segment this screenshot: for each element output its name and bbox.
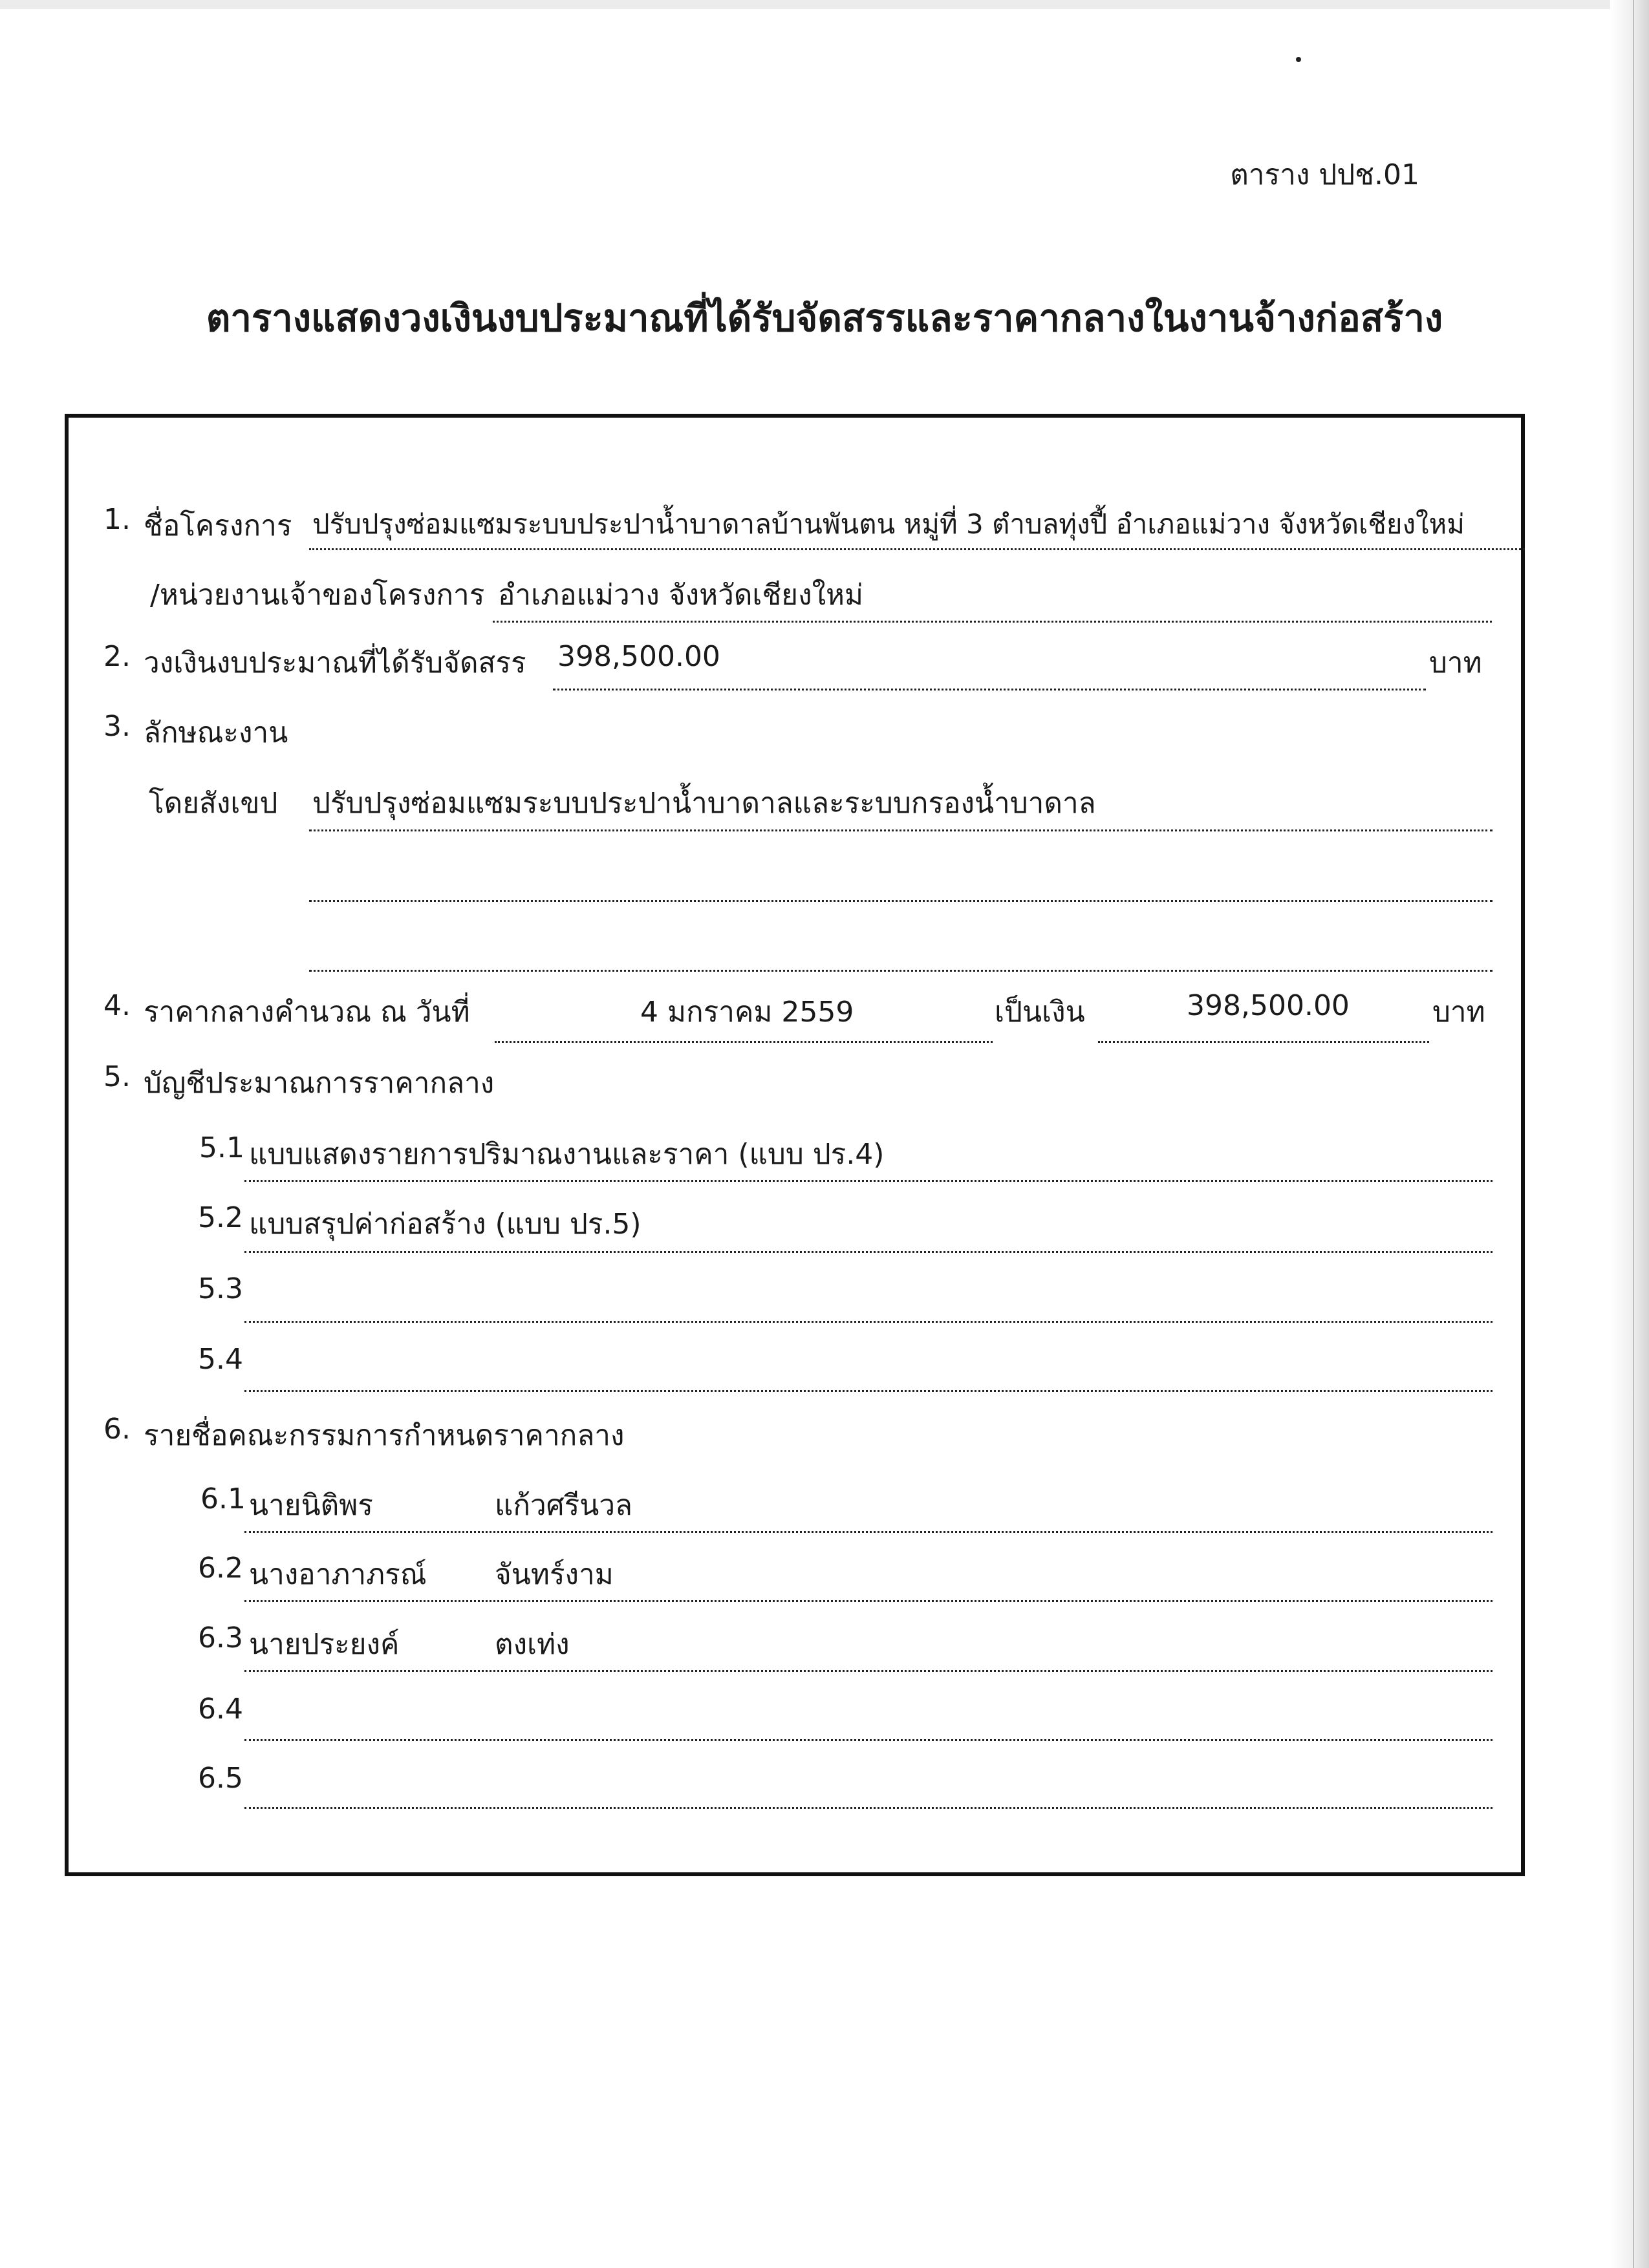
- committee-member-name: นายประยงค์: [249, 1628, 400, 1661]
- committee-member-no: 6.2: [198, 1552, 243, 1585]
- owner-agency-line: [493, 621, 1492, 623]
- reference-price-label: ราคากลางคำนวณ ณ วันที่: [144, 996, 470, 1029]
- estimate-line-text: แบบแสดงรายการปริมาณงานและราคา (แบบ ปร.4): [249, 1138, 885, 1171]
- committee-member-line: [244, 1807, 1493, 1809]
- reference-date-line: [495, 1041, 993, 1043]
- amount-label: เป็นเงิน: [995, 996, 1085, 1029]
- committee-label: รายชื่อคณะกรรมการกำหนดราคากลาง: [144, 1419, 625, 1452]
- item5-number: 5.: [103, 1060, 131, 1093]
- budget-unit: บาท: [1429, 647, 1482, 679]
- estimate-line-text: แบบสรุปค่าก่อสร้าง (แบบ ปร.5): [249, 1208, 641, 1241]
- committee-member-surname: จันทร์งาม: [495, 1558, 614, 1591]
- owner-agency-value: อำเภอแม่วาง จังหวัดเชียงใหม่: [498, 579, 864, 612]
- committee-member-line: [244, 1670, 1493, 1672]
- form-code: ตาราง ปปช.01: [1230, 158, 1419, 191]
- estimate-list-label: บัญชีประมาณการราคากลาง: [144, 1067, 495, 1100]
- reference-price-date: 4 มกราคม 2559: [640, 996, 854, 1029]
- item4-number: 4.: [103, 989, 131, 1022]
- committee-member-surname: แก้วศรีนวล: [495, 1489, 633, 1522]
- estimate-line-no: 5.1: [199, 1131, 244, 1164]
- item3-number: 3.: [103, 710, 131, 743]
- page-top-edge: [0, 0, 1649, 9]
- document-title: ตารางแสดงวงเงินงบประมาณที่ได้รับจัดสรรและราคากลางในงานจ้างก่อสร้าง: [206, 296, 1443, 340]
- budget-value: 398,500.00: [557, 640, 720, 673]
- estimate-line-rule: [244, 1180, 1493, 1182]
- project-name-value: ปรับปรุงซ่อมแซมระบบประปาน้ำบาดาลบ้านพันตน หมู่ที่ 3 ตำบลทุ่งปี้ อำเภอแม่วาง จังหวัดเชียงใหม่: [312, 508, 1465, 540]
- amount-value: 398,500.00: [1187, 989, 1350, 1022]
- committee-member-line: [244, 1739, 1493, 1741]
- estimate-line-rule: [244, 1251, 1493, 1253]
- work-type-label: ลักษณะงาน: [144, 716, 288, 749]
- summary-label: โดยสังเขป: [149, 787, 278, 820]
- item6-number: 6.: [103, 1413, 131, 1446]
- scan-speck: [1296, 57, 1301, 62]
- item2-number: 2.: [103, 640, 131, 673]
- estimate-line-rule: [244, 1321, 1493, 1323]
- amount-line: [1098, 1041, 1429, 1043]
- summary-line-3: [309, 970, 1493, 972]
- owner-agency-label: /หน่วยงานเจ้าของโครงการ: [150, 579, 485, 612]
- committee-member-name: นายนิติพร: [249, 1489, 373, 1522]
- item1-number: 1.: [103, 503, 131, 536]
- committee-member-name: นางอาภาภรณ์: [249, 1558, 427, 1591]
- budget-line: [553, 689, 1426, 690]
- committee-member-line: [244, 1600, 1493, 1602]
- summary-value: ปรับปรุงซ่อมแซมระบบประปาน้ำบาดาลและระบบกรองน้ำบาดาล: [312, 787, 1096, 820]
- committee-member-no: 6.5: [198, 1762, 243, 1795]
- committee-member-line: [244, 1531, 1493, 1533]
- project-name-line: [309, 548, 1525, 550]
- committee-member-no: 6.3: [198, 1621, 243, 1654]
- estimate-line-no: 5.2: [198, 1201, 243, 1234]
- estimate-line-no: 5.3: [198, 1272, 243, 1305]
- summary-line-1: [309, 829, 1493, 831]
- committee-member-no: 6.4: [198, 1693, 243, 1726]
- estimate-line-no: 5.4: [198, 1343, 243, 1376]
- committee-member-surname: ตงเท่ง: [495, 1628, 570, 1661]
- estimate-line-rule: [244, 1390, 1493, 1392]
- project-name-label: ชื่อโครงการ: [144, 509, 292, 542]
- committee-member-no: 6.1: [200, 1482, 246, 1515]
- summary-line-2: [309, 900, 1493, 902]
- amount-unit: บาท: [1432, 996, 1485, 1029]
- budget-label: วงเงินงบประมาณที่ได้รับจัดสรร: [144, 647, 526, 679]
